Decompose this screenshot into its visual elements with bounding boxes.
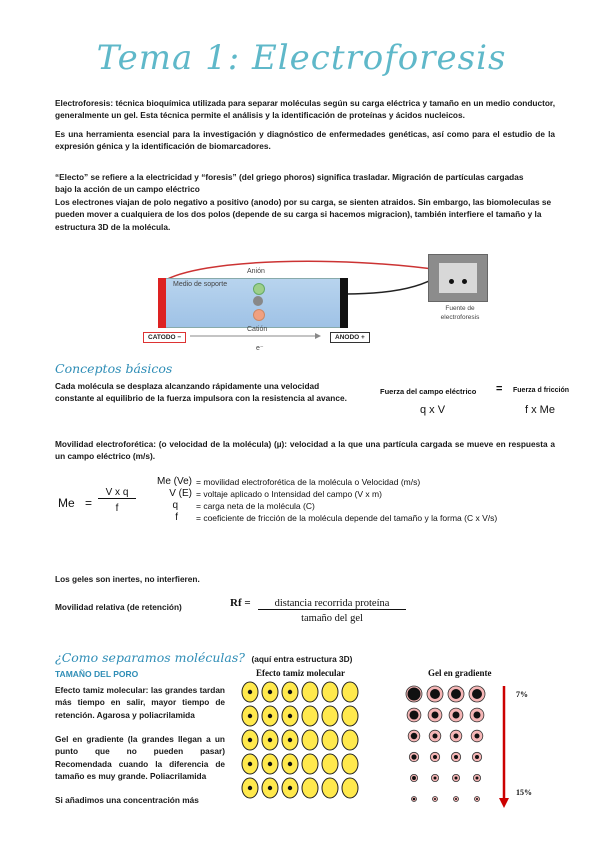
molecule-dot xyxy=(454,734,459,739)
gel-pore xyxy=(342,706,358,726)
tamiz-text: Efecto tamiz molecular: las grandes tardan más tiempo en salir, mayor tiempo de retención. Agarosa y poliacrilamida xyxy=(55,685,225,720)
intro-electrons: Los electrones viajan de polo negativo a positivo (anodo) por su carga, se sienten atraidos. Sin embargo, las biomoleculas se pueden mover a cualquiera de los dos polos (depende de su carga si hacemos migracion), también interfiere el tamaño y la estructura 3D de la molécula. xyxy=(55,197,552,232)
electrophoresis-diagram xyxy=(140,248,500,358)
neutral-particle xyxy=(253,296,263,306)
molecule-dot xyxy=(476,777,479,780)
molecule-dot xyxy=(409,710,418,719)
molecule-dot xyxy=(451,689,461,699)
gradiente-figure xyxy=(398,668,558,808)
gel-pore xyxy=(302,730,318,750)
anode-box: ANODO + xyxy=(330,332,370,343)
molecule-dot xyxy=(288,690,292,694)
molecule-dot xyxy=(412,776,416,780)
fuerza-campo: Fuerza del campo eléctrico xyxy=(380,387,477,396)
cathode-plate xyxy=(158,278,166,328)
molecule-dot xyxy=(248,738,252,742)
gradient-arrowhead xyxy=(499,798,509,808)
gel-pore xyxy=(342,682,358,702)
gel-pore xyxy=(342,754,358,774)
tamiz-figure xyxy=(238,668,363,808)
molecule-dot xyxy=(453,712,460,719)
anion-particle xyxy=(253,283,265,295)
molecule-dot xyxy=(268,690,272,694)
definition-row: q = carga neta de la molécula (C) xyxy=(172,500,315,511)
molecule-dot xyxy=(248,786,252,790)
tamano-poro-heading: TAMAÑO DEL PORO xyxy=(55,669,139,679)
power-supply-label: Fuente de electroforesis xyxy=(440,305,480,321)
cation-particle xyxy=(253,309,265,321)
tamiz-grid xyxy=(238,680,363,808)
molecule-dot xyxy=(472,689,482,699)
molecule-dot xyxy=(268,738,272,742)
molecule-dot xyxy=(433,755,437,759)
molecule-dot xyxy=(434,777,437,780)
molecule-dot xyxy=(411,733,418,740)
relativa-label: Movilidad relativa (de retención) xyxy=(55,602,182,612)
intro-etymology: “Electo” se refiere a la electricidad y “foresis” (del griego phoros) significa trasladar. Migración de partículas cargadas bajo la acción de un campo eléctrico xyxy=(55,172,524,195)
gel-pore xyxy=(342,778,358,798)
molecule-dot xyxy=(288,714,292,718)
molecule-dot xyxy=(455,777,458,780)
fuerza-equals: = xyxy=(496,383,503,395)
molecule-dot xyxy=(248,690,252,694)
molecule-dot xyxy=(432,712,439,719)
molecule-dot xyxy=(288,762,292,766)
gel-pore xyxy=(322,730,338,750)
gradiente-title: Gel en gradiente xyxy=(428,668,492,678)
molecule-dot xyxy=(268,714,272,718)
medio-label: Medio de soporte xyxy=(173,281,228,288)
molecule-dot xyxy=(475,755,479,759)
gradiente-text: Gel en gradiente (la grandes llegan a un punto que no pueden pasar) Recomendada cuando la diferencia de tamaño es muy grande. Poliacrilamida xyxy=(55,734,225,781)
gel-pore xyxy=(322,754,338,774)
gel-pore xyxy=(322,706,338,726)
anion-label: Anión xyxy=(247,268,265,275)
molecule-dot xyxy=(455,798,457,800)
molecule-dot xyxy=(430,689,440,699)
molecule-dot xyxy=(248,762,252,766)
gel-pore xyxy=(302,682,318,702)
separamos-heading-row xyxy=(55,649,352,667)
movilidad-text: Movilidad electroforética: (o velocidad de la molécula) (µ): velocidad a la que una partícula cargada se mueve en respuesta a un campo eléctrico (m/s). xyxy=(55,439,555,462)
me-symbol: Me xyxy=(58,496,75,510)
molecule-dot xyxy=(434,798,436,800)
gel-pore xyxy=(302,778,318,798)
fxme: f x Me xyxy=(525,404,555,416)
definition-row: f = coeficiente de fricción de la molécula depende del tamaño y la forma (C x V/s) xyxy=(175,512,498,523)
separamos-aside: (aquí entra estructura 3D) xyxy=(251,654,353,664)
definition-row: Me (Ve) = movilidad electroforética de la molécula o Velocidad (m/s) xyxy=(156,476,421,487)
molecule-dot xyxy=(268,762,272,766)
molecule-dot xyxy=(248,714,252,718)
definitions-list xyxy=(140,476,510,538)
molecule-dot xyxy=(413,798,416,801)
molecule-dot xyxy=(454,755,458,759)
gel-pore xyxy=(302,706,318,726)
intro-definition: Electroforesis: técnica bioquímica utilizada para separar moléculas según su carga eléctrica y tamaño en un medio conductor, generalmente un gel. Esta técnica permite el análisis y la identificación de proteínas y ácidos nucleicos. xyxy=(55,98,555,121)
molecule-dot xyxy=(288,786,292,790)
gradiente-grid xyxy=(398,682,558,812)
separamos-heading: ¿Como separamos moléculas? xyxy=(55,650,245,665)
me-numerator: V x q xyxy=(98,487,136,499)
molecule-dot xyxy=(433,734,438,739)
definition-row: V (E) = voltaje aplicado o Intensidad del campo (V x m) xyxy=(169,488,382,499)
gel-pore xyxy=(322,778,338,798)
gel-pore xyxy=(342,730,358,750)
gradiente-top: 7% xyxy=(516,690,528,699)
concentracion-text: Si añadimos una concentración más xyxy=(55,795,199,805)
intro-tool: Es una herramienta esencial para la investigación y diagnóstico de enfermedades genéticas, así como para el estudio de la expresión génica y la identificación de biomarcadores. xyxy=(55,129,555,152)
molecule-dot xyxy=(288,738,292,742)
cation-label: Catión xyxy=(247,326,268,333)
molecule-dot xyxy=(474,712,481,719)
power-supply xyxy=(428,254,488,302)
electron-label: e⁻ xyxy=(256,345,264,352)
rf-denominator: tamaño del gel xyxy=(301,613,363,624)
molecule-dot xyxy=(408,688,421,701)
cathode-box: CATODO − xyxy=(143,332,186,343)
fuerza-friccion: Fuerza d fricción xyxy=(513,387,570,394)
gradiente-bottom: 15% xyxy=(516,788,532,797)
molecule-dot xyxy=(476,798,478,800)
molecule-dot xyxy=(475,734,480,739)
page-title: Tema 1: Electroforesis xyxy=(96,38,507,78)
gel-pore xyxy=(322,682,338,702)
gel-pore xyxy=(302,754,318,774)
me-equals: = xyxy=(85,496,93,510)
me-denominator: f xyxy=(115,503,119,514)
rf-symbol: Rf = xyxy=(230,597,251,609)
molecule-dot xyxy=(411,754,416,759)
tamiz-title: Efecto tamiz molecular xyxy=(256,668,345,678)
conceptos-text: Cada molécula se desplaza alcanzando rápidamente una velocidad constante al equilibrio de la fuerza impulsora con la resistencia al avance. xyxy=(55,381,347,404)
rf-numerator: distancia recorrida proteína xyxy=(258,598,406,610)
qxv: q x V xyxy=(420,404,446,416)
molecule-dot xyxy=(268,786,272,790)
anode-plate xyxy=(340,278,348,328)
conceptos-heading: Conceptos básicos xyxy=(55,361,173,376)
geles-text: Los geles son inertes, no interfieren. xyxy=(55,574,200,584)
